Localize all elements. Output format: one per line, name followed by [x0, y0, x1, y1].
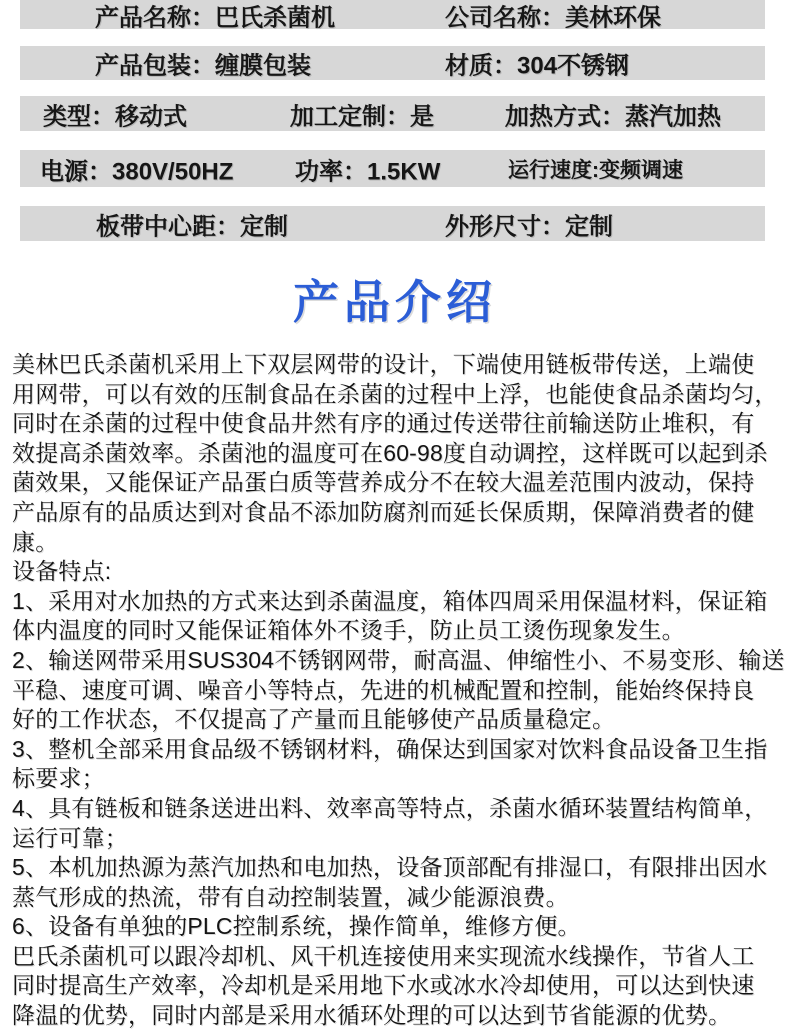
intro-text-line: 菌效果，又能保证产品蛋白质等营养成分不在较大温差范围内波动，保持 [12, 469, 755, 496]
spec-company-name: 公司名称：美林环保 [445, 4, 661, 31]
feature-text-line: 4、具有链板和链条送进出料、效率高等特点，杀菌水循环装置结构简单， [12, 794, 768, 821]
intro-paragraphs [12, 350, 784, 1029]
spec-power: 功率：1.5KW [295, 158, 441, 185]
feature-text-line: 标要求； [12, 765, 105, 792]
feature-text-line: 平稳、速度可调、噪音小等特点，先进的机械配置和控制，能始终保持良 [12, 676, 755, 703]
spec-type: 类型：移动式 [43, 103, 187, 130]
feature-text-line: 好的工作状态，不仅提高了产量而且能够使产品质量稳定。 [12, 706, 616, 733]
spec-heating-method: 加热方式：蒸汽加热 [505, 103, 721, 130]
intro-text-line: 效提高杀菌效率。杀菌池的温度可在60-98度自动调控，这样既可以起到杀 [12, 439, 768, 466]
spec-packaging: 产品包装：缠膜包装 [95, 52, 311, 80]
spec-row-2 [20, 46, 765, 80]
intro-text-line: 产品原有的品质达到对食品不添加防腐剂而延长保质期，保障消费者的健 [12, 498, 755, 525]
spec-row-4 [20, 150, 765, 187]
spec-material: 材质：304不锈钢 [445, 52, 630, 80]
feature-text-line: 6、设备有单独的PLC控制系统，操作简单，维修方便。 [12, 913, 581, 940]
feature-text-line: 运行可靠； [12, 824, 128, 851]
feature-text-line: 2、输送网带采用SUS304不锈钢网带，耐高温、伸缩性小、不易变形、输送 [12, 646, 785, 673]
feature-text-line: 蒸气形成的热流，带有自动控制装置，减少能源浪费。 [12, 883, 569, 910]
spec-product-name: 产品名称：巴氏杀菌机 [95, 4, 335, 31]
spec-running-speed: 运行速度:变频调速 [508, 158, 683, 182]
spec-row-3 [20, 96, 765, 131]
features-heading-line: 设备特点: [12, 558, 112, 585]
feature-text-line: 5、本机加热源为蒸汽加热和电加热，设备顶部配有排湿口，有限排出因水 [12, 854, 768, 881]
feature-text-line: 3、整机全部采用食品级不锈钢材料，确保达到国家对饮料食品设备卫生指 [12, 735, 768, 762]
outro-text-line: 降温的优势，同时内部是采用水循环处理的可以达到节省能源的优势。 [12, 1002, 732, 1029]
outro-text-line: 同时提高生产效率，冷却机是采用地下水或冰水冷却使用，可以达到快速 [12, 972, 755, 999]
spec-row-5 [20, 206, 765, 241]
feature-text-line: 1、采用对水加热的方式来达到杀菌温度，箱体四周采用保温材料，保证箱 [12, 587, 768, 614]
spec-customization: 加工定制：是 [290, 103, 434, 130]
spec-belt-center-distance: 板带中心距：定制 [96, 213, 288, 240]
intro-text-line: 同时在杀菌的过程中使食品井然有序的通过传送带往前输送防止堆积，有 [12, 410, 755, 437]
intro-text-line: 美林巴氏杀菌机采用上下双层网带的设计，下端使用链板带传送，上端使 [12, 351, 755, 377]
spec-row-1 [20, 0, 765, 29]
spec-dimensions: 外形尺寸：定制 [445, 213, 613, 240]
intro-section-title: 产品介绍 [293, 276, 497, 328]
intro-text-line: 康。 [12, 528, 59, 555]
spec-power-supply: 电源：380V/50HZ [40, 158, 234, 185]
feature-text-line: 体内温度的同时又能保证箱体外不烫手，防止员工烫伤现象发生。 [12, 617, 685, 644]
outro-text-line: 巴氏杀菌机可以跟冷却机、风干机连接使用来实现流水线操作，节省人工 [12, 942, 755, 969]
intro-text-line: 用网带，可以有效的压制食品在杀菌的过程中上浮，也能使食品杀菌均匀， [12, 380, 778, 407]
